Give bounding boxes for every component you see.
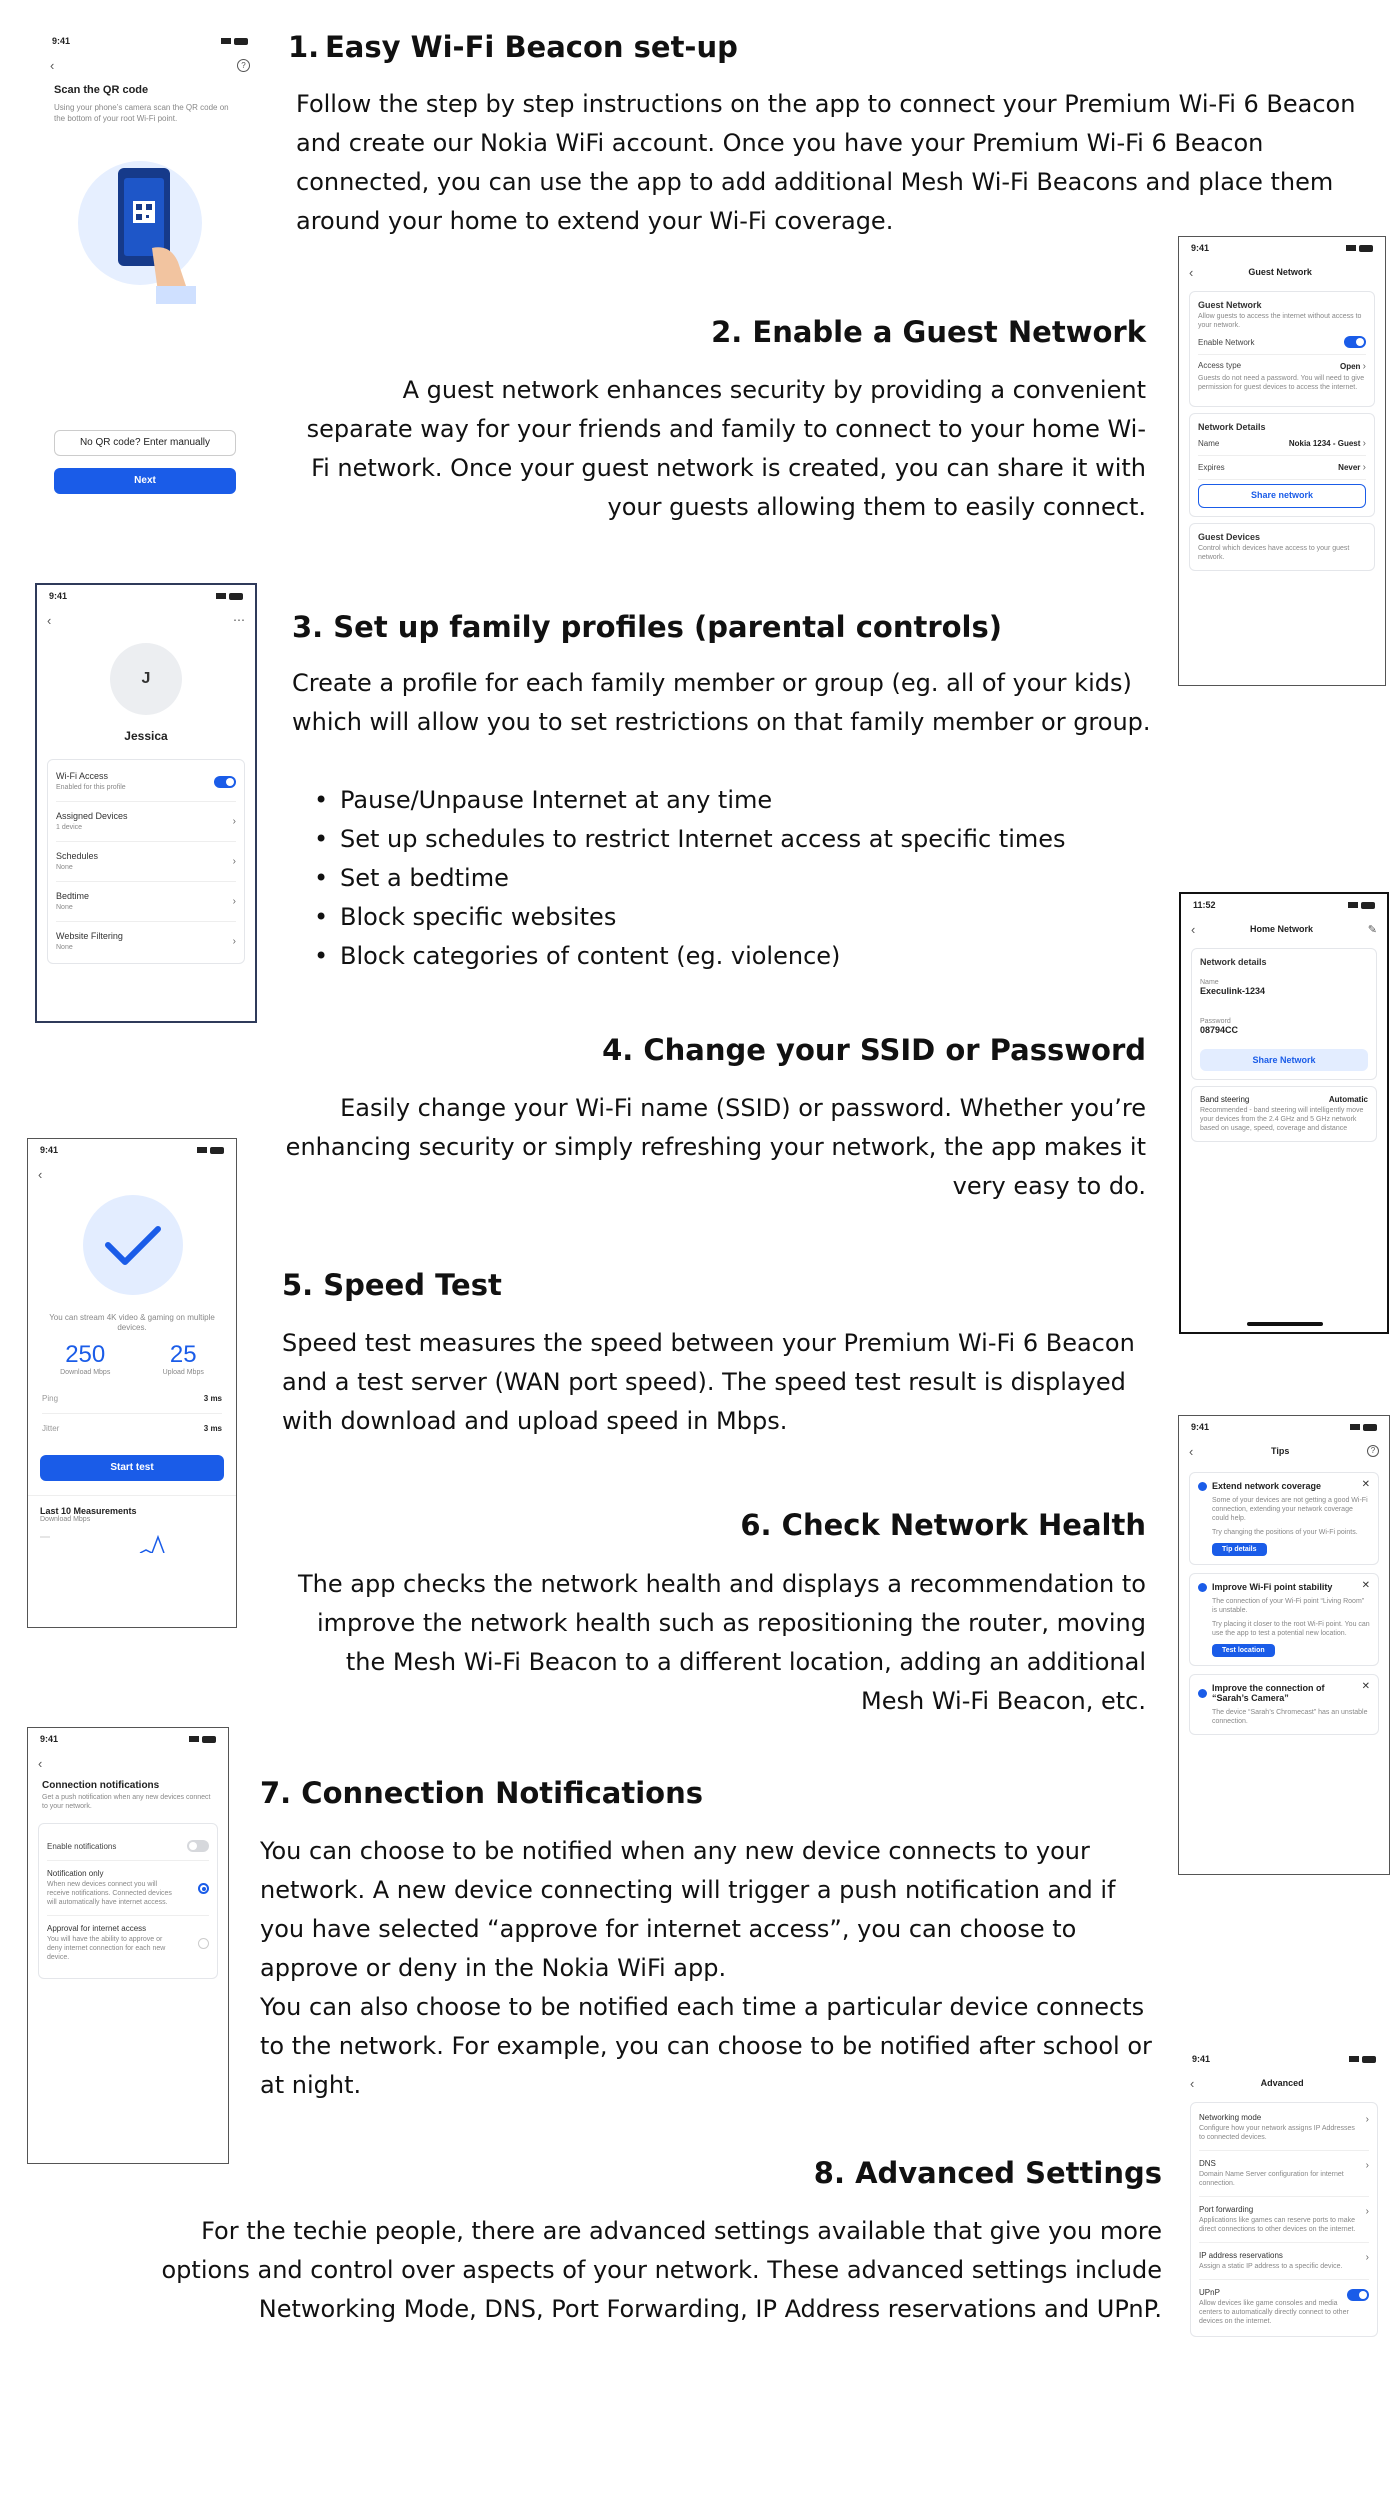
chevron-right-icon: › (232, 896, 236, 907)
info-icon (1198, 1689, 1207, 1698)
name-label: Name (1198, 439, 1220, 448)
section-1-body: Follow the step by step instructions on the app to connect your Premium Wi-Fi 6 Beacon and create our Nokia WiFi account. Once you have your Premium Wi-Fi 6 Beacon connected, you can use the app to add additional Mesh Wi-Fi Beacons and place them around your home to extend your Wi-Fi coverage. (296, 90, 1356, 235)
screen-title: Guest Network (1248, 267, 1312, 277)
qr-title: Scan the QR code (54, 84, 149, 96)
profile-row-schedules[interactable] (56, 842, 236, 882)
signal-icons (189, 1736, 216, 1743)
tip-text: The connection of your Wi-Fi point “Living Room” is unstable. (1212, 1598, 1365, 1614)
qr-scan-screen (40, 30, 260, 510)
bullet-item: • Set a bedtime (292, 859, 1172, 898)
status-bar (1179, 1416, 1389, 1438)
chevron-right-icon: › (1365, 2206, 1369, 2217)
section-8-title: 8. Advanced Settings (813, 2156, 1162, 2190)
wifi-access-toggle[interactable] (214, 776, 236, 788)
chevron-right-icon: › (1362, 361, 1366, 372)
section-6-body: The app checks the network health and displays a recommendation to improve the network health such as repositioning the router, moving the Mesh Wi-Fi Beacon to a different location, adding an additional Mesh Wi-Fi Beacon, etc. (297, 1570, 1146, 1715)
screen-title: Tips (1271, 1446, 1290, 1456)
advanced-row-port-forwarding[interactable] (1199, 2197, 1369, 2243)
section-5-title: 5. Speed Test (282, 1268, 502, 1302)
upnp-toggle[interactable] (1347, 2289, 1369, 2301)
row-sub: None (56, 864, 73, 871)
enable-notifications-label: Enable notifications (47, 1841, 117, 1851)
notification-settings-card (38, 1823, 218, 1979)
bullet-item: • Pause/Unpause Internet at any time (292, 781, 1172, 820)
status-time: 9:41 (40, 1734, 59, 1744)
section-4-body: Easily change your Wi-Fi name (SSID) or password. Whether you’re enhancing security or simply refreshing your network, the app makes it very easy to do. (285, 1094, 1146, 1200)
password-value: 08794CC (1200, 1025, 1239, 1035)
status-bar (37, 585, 255, 607)
chevron-right-icon: › (1362, 462, 1366, 473)
section-5-body: Speed test measures the speed between your Premium Wi-Fi 6 Beacon and a test server (WAN port speed). The speed test result is displayed with download and upload speed in Mbps. (282, 1329, 1135, 1435)
guest-network-card (1189, 291, 1375, 407)
screen-title: Advanced (1260, 2078, 1304, 2088)
enable-notifications-toggle[interactable] (187, 1840, 209, 1852)
band-steering-value[interactable]: Automatic (1328, 1095, 1368, 1104)
upload-label: Upload Mbps (162, 1369, 204, 1376)
test-location-button[interactable]: Test location (1212, 1644, 1275, 1657)
tip-title: Improve Wi-Fi point stability (1212, 1582, 1333, 1592)
enter-manually-button[interactable]: No QR code? Enter manually (54, 430, 236, 456)
avatar: J (110, 643, 182, 715)
speed-test-screen (27, 1138, 237, 1628)
row-sub: Domain Name Server configuration for internet connection. (1199, 2171, 1344, 2187)
row-label: UPnP (1199, 2288, 1220, 2297)
back-icon[interactable]: ‹ (38, 1755, 43, 1771)
option-title: Notification only (47, 1869, 104, 1878)
card-description: Control which devices have access to your guest network. (1198, 545, 1350, 561)
band-steering-label: Band steering (1200, 1095, 1250, 1104)
advanced-row-upnp[interactable] (1199, 2280, 1369, 2334)
phone-scan-illustration (40, 138, 260, 308)
status-time: 9:41 (1191, 1422, 1210, 1432)
help-icon[interactable]: ? (1367, 1445, 1379, 1457)
status-time: 9:41 (49, 591, 68, 601)
section-7-title: 7. Connection Notifications (260, 1776, 704, 1810)
tip-title: Improve the connection of “Sarah’s Camera” (1212, 1683, 1325, 1703)
section-4-title: 4. Change your SSID or Password (602, 1033, 1146, 1067)
signal-icons (1348, 902, 1375, 909)
profile-screen (35, 583, 257, 1023)
section-2-title: 2. Enable a Guest Network (711, 315, 1146, 349)
speed-description: You can stream 4K video & gaming on multiple devices. (49, 1313, 215, 1332)
chevron-right-icon: › (232, 856, 236, 867)
row-label: IP address reservations (1199, 2251, 1283, 2260)
share-network-button[interactable]: Share network (1198, 484, 1366, 508)
name-value: Execulink-1234 (1200, 986, 1266, 996)
guest-network-screen (1178, 236, 1386, 686)
signal-icons (1346, 245, 1373, 252)
access-type-description: Guests do not need a password. You will need to give permission for guest devices to access the internet. (1198, 375, 1365, 391)
row-label: Website Filtering (56, 931, 123, 941)
expires-value: Never (1338, 463, 1361, 472)
profile-name: Jessica (124, 729, 168, 743)
row-label: Port forwarding (1199, 2205, 1254, 2214)
chevron-right-icon: › (232, 936, 236, 947)
info-icon (1198, 1482, 1207, 1491)
advanced-row-dns[interactable] (1199, 2151, 1369, 2197)
share-network-button[interactable]: Share Network (1200, 1049, 1368, 1071)
ping-value: 3 ms (203, 1394, 222, 1403)
radio-selected-icon[interactable] (198, 1883, 209, 1894)
section-6-title: 6. Check Network Health (740, 1508, 1146, 1542)
chevron-right-icon: › (1365, 2160, 1369, 2171)
chevron-right-icon: › (1365, 2252, 1369, 2263)
row-sub: Enabled for this profile (56, 784, 126, 791)
chevron-right-icon: › (232, 816, 236, 827)
section-2-body: A guest network enhances security by providing a convenient separate way for your friends and family to connect to your home Wi-Fi network. Once your guest network is created, you can share it with your guests allowing them to easily connect. (306, 376, 1146, 521)
row-sub: Configure how your network assigns IP Addresses to connected devices. (1199, 2125, 1355, 2141)
profile-row-bedtime[interactable] (56, 882, 236, 922)
profile-row-assigned-devices[interactable] (56, 802, 236, 842)
card-description: Allow guests to access the internet without access to your network. (1198, 313, 1362, 329)
tips-screen (1178, 1415, 1390, 1875)
jitter-label: Jitter (42, 1424, 60, 1433)
back-icon[interactable]: ‹ (1190, 2075, 1195, 2091)
tip-card (1189, 1674, 1379, 1735)
download-label: Download Mbps (60, 1369, 111, 1376)
advanced-settings-card (1190, 2102, 1378, 2337)
info-icon (1198, 1583, 1207, 1592)
jitter-value: 3 ms (203, 1424, 222, 1433)
status-bar (28, 1728, 228, 1750)
row-sub: None (56, 904, 73, 911)
advanced-row-networking-mode[interactable] (1199, 2105, 1369, 2151)
measurement-sparkline (40, 1523, 220, 1553)
upload-value: 25 (169, 1341, 197, 1368)
tip-text: Some of your devices are not getting a good Wi-Fi connection, extending your network coverage could help. (1212, 1497, 1368, 1522)
profile-row-website-filtering[interactable] (56, 922, 236, 961)
tip-text-2: Try changing the positions of your Wi-Fi points. (1212, 1529, 1358, 1536)
ping-label: Ping (42, 1394, 59, 1403)
band-steering-card (1191, 1086, 1377, 1142)
status-time: 9:41 (40, 1145, 59, 1155)
back-icon[interactable]: ‹ (1189, 1443, 1194, 1459)
qr-description: Using your phone’s camera scan the QR code on the bottom of your root Wi-Fi point. (54, 103, 229, 123)
back-icon[interactable]: ‹ (1189, 264, 1194, 280)
signal-icons (221, 38, 248, 45)
tip-text: The device “Sarah’s Chromecast” has an unstable connection. (1212, 1709, 1368, 1725)
home-network-screen (1179, 892, 1389, 1334)
chevron-right-icon: › (1365, 2114, 1369, 2125)
status-bar (40, 30, 260, 52)
radio-unselected-icon[interactable] (198, 1938, 209, 1949)
status-time: 9:41 (1191, 243, 1210, 253)
row-label: Wi-Fi Access (56, 771, 109, 781)
signal-icons (216, 593, 243, 600)
status-bar (28, 1139, 236, 1161)
notif-title: Connection notifications (42, 1780, 160, 1791)
row-sub: Allow devices like game consoles and media centers to automatically directly connect to other devices on the internet. (1199, 2300, 1349, 2325)
access-type-label: Access type (1198, 361, 1242, 370)
row-sub: Assign a static IP address to a specific device. (1199, 2263, 1343, 2270)
more-icon[interactable]: ⋯ (233, 613, 245, 627)
section-7-body: You can choose to be notified when any new device connects to your network. A new device connecting will trigger a push notification and if you have selected “approve for internet access”, you can choose to approve or deny in the Nokia WiFi app. (260, 1837, 1116, 1982)
section-8-body: For the techie people, there are advanced settings available that give you more options and control over aspects of your network. These advanced settings include Networking Mode, DNS, Port Forwarding, IP Address reservations and UPnP. (161, 2217, 1162, 2323)
back-icon[interactable]: ‹ (47, 612, 52, 628)
network-details-card (1191, 948, 1377, 1080)
section-3-title: 3. Set up family profiles (parental controls) (292, 610, 1003, 644)
row-sub: Applications like games can reserve ports to make direct connections to other devices on the internet. (1199, 2217, 1356, 2233)
bullet-item: • Block categories of content (eg. violence) (292, 937, 1172, 976)
option-description: You will have the ability to approve or deny internet connection for each new device. (47, 1936, 166, 1961)
section-3-bullets (292, 781, 1172, 976)
bullet-item: • Set up schedules to restrict Internet access at specific times (292, 820, 1172, 859)
download-value: 250 (65, 1341, 106, 1368)
chevron-right-icon: › (1362, 438, 1366, 449)
enable-network-label: Enable Network (1198, 337, 1255, 347)
tip-card (1189, 1472, 1379, 1565)
back-icon[interactable]: ‹ (38, 1166, 43, 1182)
card-title: Network Details (1198, 422, 1266, 432)
network-details-card (1189, 413, 1375, 517)
profile-row-wifi-access[interactable] (56, 762, 236, 802)
section-3-body: Create a profile for each family member or group (eg. all of your kids) which will allow you to set restrictions on that family member or group. (292, 669, 1151, 736)
row-label: Assigned Devices (56, 811, 128, 821)
notification-only-option[interactable] (47, 1861, 209, 1916)
advanced-row-ip-reservations[interactable] (1199, 2243, 1369, 2280)
row-label: Networking mode (1199, 2113, 1262, 2122)
section-7-body-2: You can also choose to be notified each time a particular device connects to the network. For example, you can choose to be notified after school or at night. (260, 1993, 1152, 2099)
enable-network-toggle[interactable] (1344, 336, 1366, 348)
next-button[interactable]: Next (54, 468, 236, 494)
name-value: Nokia 1234 - Guest (1288, 439, 1361, 448)
back-icon[interactable]: ‹ (50, 57, 55, 73)
signal-icons (1349, 2056, 1376, 2063)
access-type-value[interactable]: Open (1339, 362, 1361, 371)
card-title: Guest Devices (1198, 532, 1261, 542)
row-label: Bedtime (56, 891, 90, 901)
close-icon[interactable]: ✕ (1361, 1479, 1370, 1490)
status-bar (1181, 894, 1387, 916)
profile-settings-card (47, 759, 245, 964)
row-sub: None (56, 944, 73, 951)
signal-icons (197, 1147, 224, 1154)
status-time: 9:41 (1192, 2054, 1211, 2064)
last-measurements-title: Last 10 Measurements (40, 1506, 137, 1516)
close-icon[interactable]: ✕ (1361, 1580, 1370, 1591)
row-label: DNS (1199, 2159, 1216, 2168)
row-label: Schedules (56, 851, 99, 861)
guest-devices-card (1189, 523, 1375, 571)
status-bar (1179, 237, 1385, 259)
name-label: Name (1200, 979, 1219, 986)
expires-row[interactable] (1198, 456, 1366, 480)
approval-option[interactable] (47, 1916, 209, 1970)
tip-card (1189, 1573, 1379, 1666)
section-1-title: 1. Easy Wi-Fi Beacon set-up (288, 30, 738, 64)
card-title: Network details (1200, 957, 1267, 967)
home-indicator (1247, 1322, 1323, 1326)
back-icon[interactable]: ‹ (1191, 921, 1196, 937)
expires-label: Expires (1198, 463, 1225, 472)
notif-description: Get a push notification when any new devices connect to your network. (42, 1794, 211, 1810)
bullet-item: • Block specific websites (292, 898, 1172, 937)
signal-icons (1350, 1424, 1377, 1431)
band-steering-description: Recommended - band steering will intelligently move your devices from the 2.4 GHz and 5 GHz network based on usage, speed, coverage and distance (1200, 1107, 1364, 1132)
tip-text-2: Try placing it closer to the root Wi-Fi point. You can use the app to test a potential new location. (1212, 1621, 1370, 1637)
connection-notifications-screen (27, 1727, 229, 2164)
help-icon[interactable]: ? (237, 59, 250, 72)
card-title: Guest Network (1198, 300, 1262, 310)
status-time: 11:52 (1193, 900, 1216, 910)
row-sub: 1 device (56, 824, 83, 831)
option-description: When new devices connect you will receive notifications. Connected devices will automatically have internet access. (47, 1881, 172, 1906)
tip-title: Extend network coverage (1212, 1481, 1322, 1491)
tip-details-button[interactable]: Tip details (1212, 1543, 1267, 1556)
start-test-button[interactable]: Start test (40, 1455, 224, 1481)
edit-icon[interactable]: ✎ (1367, 923, 1377, 936)
screen-title: Home Network (1250, 924, 1314, 934)
option-title: Approval for internet access (47, 1924, 147, 1933)
status-time: 9:41 (52, 36, 71, 46)
name-row[interactable] (1198, 432, 1366, 456)
close-icon[interactable]: ✕ (1361, 1681, 1370, 1692)
status-bar (1180, 2048, 1388, 2070)
advanced-screen (1180, 2048, 1388, 2488)
password-label: Password (1200, 1018, 1231, 1025)
checkmark-icon (28, 1193, 237, 1303)
last-measurements-sub: Download Mbps (40, 1516, 91, 1523)
